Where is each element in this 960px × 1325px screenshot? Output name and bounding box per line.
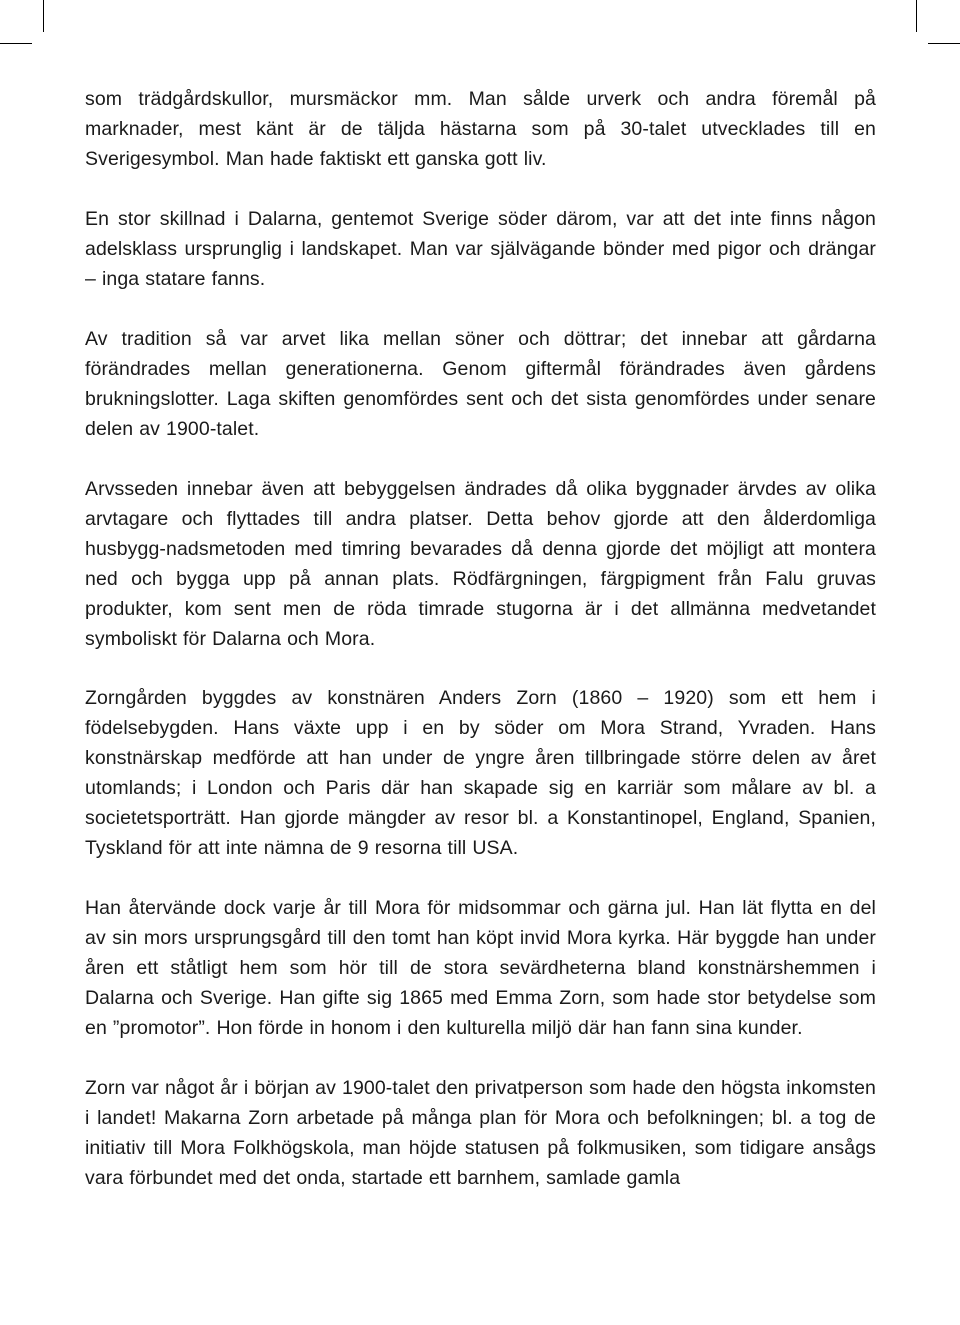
crop-mark-top-left-vertical	[43, 0, 44, 32]
paragraph-4: Arvsseden innebar även att bebyggelsen ändrades då olika byggnader ärvdes av olika arvtagare och flyttades till andra platser. Detta behov gjorde att den ålderdomliga husbygg-nadsmetoden med timring bevarades då denna gjorde det möjligt att montera ned och bygga upp på annan plats. Rödfärgningen, färgpigment från Falu gruvas produkter, kom sent men de röda timrade stugorna är i det allmänna medvetandet symboliskt för Dalarna och Mora.	[85, 478, 876, 650]
paragraph-6: Han återvände dock varje år till Mora för midsommar och gärna jul. Han lät flytta en del av sin mors ursprungsgård till den tomt han köpt invid Mora kyrka. Här byggde han under åren ett ståtligt hem som hör till de stora sevärdheterna bland konstnärshemmen i Dalarna och Sverige. Han gifte sig 1865 med Emma Zorn, som hade stor betydelse som en ”promotor”. Hon förde in honom i den kulturella miljö där han fann sina kunder.	[85, 897, 876, 1039]
paragraph-7: Zorn var något år i början av 1900-talet den privatperson som hade den högsta inkomsten i landet! Makarna Zorn arbetade på många plan för Mora och befolkningen; bl. a tog de initiativ till Mora Folkhögskola, man höjde statusen på folkmusiken, som tidigare ansågs vara förbundet med det onda, startade ett barnhem, samlade gamla	[85, 1077, 876, 1189]
paragraph-1: som trädgårdskullor, mursmäckor mm. Man sålde urverk och andra föremål på marknader, mest känt är de täljda hästarna som på 30-talet utvecklades till en Sverigesymbol. Man hade faktiskt ett ganska gott liv.	[85, 88, 876, 170]
paragraph-5: Zorngården byggdes av konstnären Anders Zorn (1860 – 1920) som ett hem i födelsebygden. Hans växte upp i en by söder om Mora Strand, Yvraden. Hans konstnärskap medförde att han under de yngre åren tillbringade större delen av året utomlands; i London och Paris där han skapade sig en karriär som målare av bl. a societetsporträtt. Han gjorde mängder av resor bl. a Konstantinopel, England, Spanien, Tyskland för att inte nämna de 9 resorna till USA.	[85, 687, 876, 859]
page-body	[85, 84, 876, 1223]
crop-mark-top-right-vertical	[916, 0, 917, 32]
crop-mark-top-left-horizontal	[0, 43, 32, 44]
paragraph-3: Av tradition så var arvet lika mellan söner och döttrar; det innebar att gårdarna förändrades mellan generationerna. Genom giftermål förändrades även gårdens brukningslotter. Laga skiften genomfördes sent och det sista genomfördes under senare delen av 1900-talet.	[85, 328, 876, 440]
crop-mark-top-right-horizontal	[928, 43, 960, 44]
paragraph-2: En stor skillnad i Dalarna, gentemot Sverige söder därom, var att det inte finns någon adelsklass ursprunglig i landskapet. Man var självägande bönder med pigor och drängar – inga statare fanns.	[85, 208, 876, 290]
